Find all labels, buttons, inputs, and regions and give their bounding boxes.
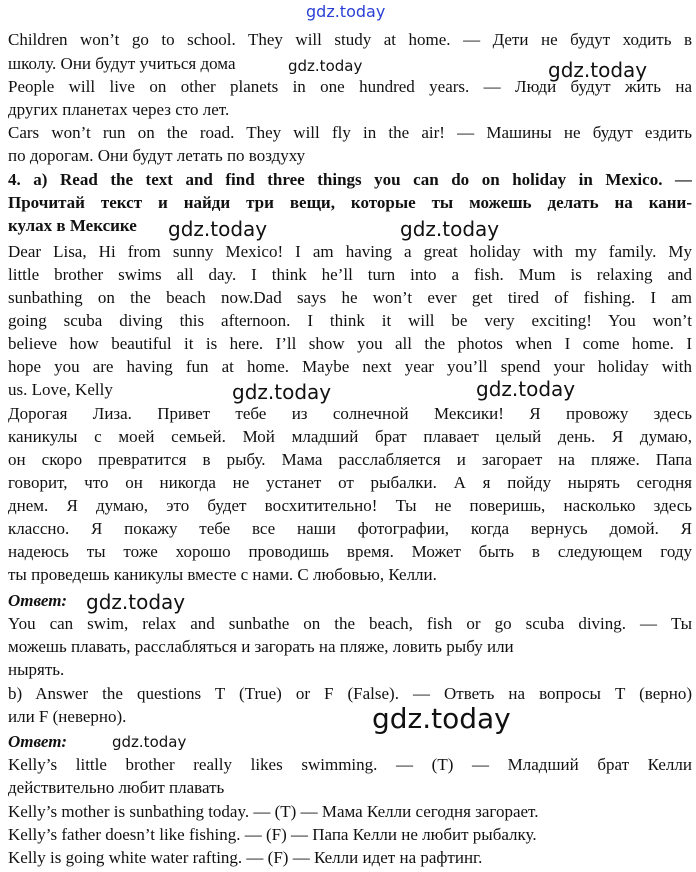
watermark: gdz.today [372,702,511,735]
answer-label: Ответ: [8,591,68,610]
text-line: Children won’t go to school. They will study at home. — Дети не будут ходить в [8,30,692,49]
watermark: gdz.today [168,217,268,241]
text-line: каникулы с моей семьей. Мой младший брат плавает целый день. Я думаю, [8,427,692,446]
text-line: sunbathing on the beach now.Dad says he won’t ever get tired of fishing. I am [8,288,692,307]
watermark: gdz.today [86,590,186,614]
text-line: Дорогая Лиза. Привет тебе из солнечной Мексики! Я провожу здесь [8,404,692,423]
answer-label: Ответ: [8,732,68,751]
text-line: Cars won’t run on the road. They will fly in the air! — Машины не будут ездить [8,123,692,142]
text-line: по дорогам. Они будут летать по воздуху [8,146,306,165]
watermark: gdz.today [232,380,332,404]
text-line: можешь плавать, расслабляться и загорать на пляже, ловить рыбу или [8,637,514,656]
text-line: классно. Я покажу тебе все наши фотографии, когда вернусь домой. Я [8,519,692,538]
text-line: говорит, что он никогда не устанет от рыбалки. А я пойду нырять сегодня [8,473,692,492]
text-line: Kelly’s mother is sunbathing today. — (T) — Мама Келли сегодня загорает. [8,802,539,821]
text-line: или F (неверно). [8,707,127,726]
text-line: Kelly’s little brother really likes swimming. — (T) — Младший брат Келли [8,755,692,774]
text-line: us. Love, Kelly [8,380,113,399]
text-line: школу. Они будут учиться дома [8,54,236,73]
text-line: других планетах через сто лет. [8,100,230,119]
text-line: Dear Lisa, Hi from sunny Mexico! I am having a great holiday with my family. My [8,242,692,261]
text-line: b) Answer the questions T (True) or F (False). — Ответь на вопросы T (верно) [8,684,692,703]
text-line: hope you are having fun at home. Maybe next year you’ll spend your holiday with [8,357,692,376]
task-heading: Прочитай текст и найди три вещи, которые ты можешь делать на кани- [8,193,692,212]
task-heading: кулах в Мексике [8,216,137,235]
text-line: ты проведешь каникулы вместе с нами. С любовью, Келли. [8,565,437,584]
task-heading: 4. a) Read the text and find three things you can do on holiday in Mexico. — [8,170,692,189]
text-line: действительно любит плавать [8,778,225,797]
text-line: нырять. [8,660,65,679]
watermark: gdz.today [112,733,187,751]
text-line: People will live on other planets in one hundred years. — Люди будут жить на [8,77,692,96]
text-line: Kelly is going white water rafting. — (F) — Келли идет на рафтинг. [8,848,483,867]
text-line: little brother swims all day. I think he’ll turn into a fish. Mum is relaxing and [8,265,692,284]
text-line: You can swim, relax and sunbathe on the beach, fish or go scuba diving. — Ты [8,614,692,633]
watermark: gdz.today [288,57,363,75]
text-line: Kelly’s father doesn’t like fishing. — (F) — Папа Келли не любит рыбалку. [8,825,537,844]
watermark-top: gdz.today [306,2,386,21]
watermark: gdz.today [476,377,576,401]
text-line: днем. Я думаю, это будет восхитительно! Ты не поверишь, насколько здесь [8,496,692,515]
watermark: gdz.today [548,58,648,82]
text-line: надеюсь ты тоже хорошо проводишь время. Может быть в следующем году [8,542,692,561]
text-line: believe how beautiful it is here. I’ll show you all the photos when I come home. I [8,334,692,353]
text-line: он скоро превратится в рыбу. Мама расслабляется и загорает на пляже. Папа [8,450,692,469]
text-line: going scuba diving this afternoon. I think it will be very exciting! You won’t [8,311,692,330]
watermark: gdz.today [400,217,500,241]
